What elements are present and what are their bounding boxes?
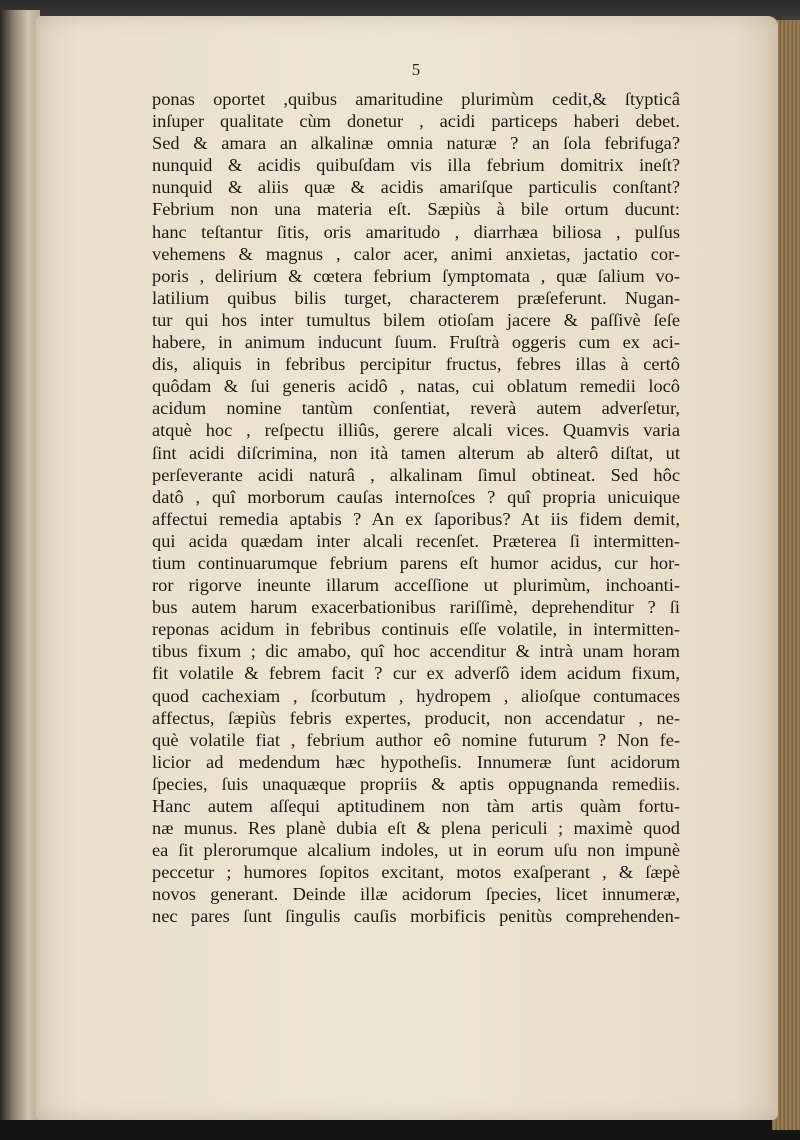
- text-line: nunquid & acidis quibuſdam vis illa febrium domitrix ineſt?: [152, 155, 680, 176]
- text-line: reponas acidum in febribus continuis eſſe volatile, in intermitten-: [152, 619, 680, 640]
- text-line: peccetur ; humores ſopitos excitant, motos exaſperant , & ſæpè: [152, 862, 680, 883]
- text-line: ea ſit plerorumque alcalium indoles, ut in eorum uſu non impunè: [152, 840, 680, 861]
- text-line: poris , delirium & cœtera febrium ſymptomata , quæ ſalium vo-: [152, 265, 680, 286]
- text-line: quod cachexiam , ſcorbutum , hydropem , alioſque contumaces: [152, 685, 680, 706]
- text-line: bus autem harum exacerbationibus rariſſimè, deprehenditur ? ſi: [152, 597, 680, 618]
- text-line: Hanc autem aſſequi aptitudinem non tàm artis quàm fortu-: [152, 796, 680, 816]
- text-line: nunquid & aliis quæ & acidis amariſque particulis conſtant?: [152, 177, 680, 198]
- text-line: quôdam & ſui generis acidô , natas, cui oblatum remedii locô: [152, 376, 680, 397]
- text-line: perſeverante acidi naturâ , alkalinam ſimul obtineat. Sed hôc: [152, 464, 680, 485]
- text-line: datô , quî morborum cauſas internoſces ? quî propria unicuique: [152, 486, 680, 507]
- page-number: 5: [411, 60, 421, 79]
- text-line: atquè hoc , reſpectu illiûs, gerere alcali vices. Quamvis varia: [152, 420, 680, 441]
- text-line: affectui remedia aptabis ? An ex ſaporibus? At iis fidem demit,: [152, 508, 680, 529]
- book-page: [36, 16, 778, 1120]
- text-line: Febrium non una materia eſt. Sæpiùs à bile ortum ducunt:: [152, 199, 680, 220]
- text-line: habere, in animum inducunt ſuum. Fruſtrà oggeris cum ex aci-: [152, 332, 680, 353]
- text-line: Sed & amara an alkalinæ omnia naturæ ? an ſola febrifuga?: [152, 133, 680, 154]
- text-line: affectus, ſæpiùs febris expertes, producit, non accendatur , ne-: [152, 707, 680, 728]
- text-line: què volatile fiat , febrium author eô nomine futurum ? Non fe-: [152, 729, 680, 750]
- text-line: næ munus. Res planè dubia eſt & plena periculi ; maximè quod: [152, 818, 680, 839]
- book-binding: [0, 10, 40, 1120]
- text-line: novos generant. Deinde illæ acidorum ſpecies, licet innumeræ,: [152, 884, 680, 905]
- text-line: tibus fixum ; dic amabo, quî hoc accenditur & intrà unam horam: [152, 641, 680, 662]
- text-line: ſpecies, ſuis unaquæque propriis & aptis oppugnanda remediis.: [152, 773, 680, 794]
- body-text: [152, 88, 680, 928]
- text-line: vehemens & magnus , calor acer, animi anxietas, jactatio cor-: [152, 243, 680, 264]
- text-line: ſint acidi diſcrimina, non ità tamen alterum ab alterô diſtat, ut: [152, 442, 680, 463]
- text-line: dis, aliquis in febribus percipitur fructus, febres illas à certô: [152, 354, 680, 375]
- text-line: nec pares ſunt ſingulis cauſis morbificis penitùs comprehenden-: [152, 906, 680, 927]
- text-line: inſuper qualitate cùm donetur , acidi particeps haberi debet.: [152, 111, 680, 132]
- text-line: hanc teſtantur ſitis, oris amaritudo , diarrhæa biliosa , pulſus: [152, 221, 680, 242]
- text-line: tium continuarumque febrium parens eſt humor acidus, cur hor-: [152, 552, 680, 573]
- text-line: ror rigorve ineunte illarum acceſſione ut plurimùm, inchoanti-: [152, 575, 680, 596]
- text-line: tur qui hos inter tumultus bilem otioſam jacere & paſſivè ſeſe: [152, 309, 680, 330]
- text-line: qui acida quædam inter alcali recenſet. Præterea ſi intermitten-: [152, 530, 680, 551]
- text-line: licior ad medendum hæc hypotheſis. Innumeræ ſunt acidorum: [152, 751, 680, 772]
- text-line: ponas oportet ,quibus amaritudine plurimùm cedit,& ſtypticâ: [152, 89, 680, 109]
- text-line: fit volatile & febrem facit ? cur ex adverſô idem acidum fixum,: [152, 663, 680, 684]
- text-line: latilium quibus bilis turget, characterem præſeferunt. Nugan-: [152, 287, 680, 308]
- text-line: acidum nomine tantùm conſentiat, reverà autem adverſetur,: [152, 398, 680, 419]
